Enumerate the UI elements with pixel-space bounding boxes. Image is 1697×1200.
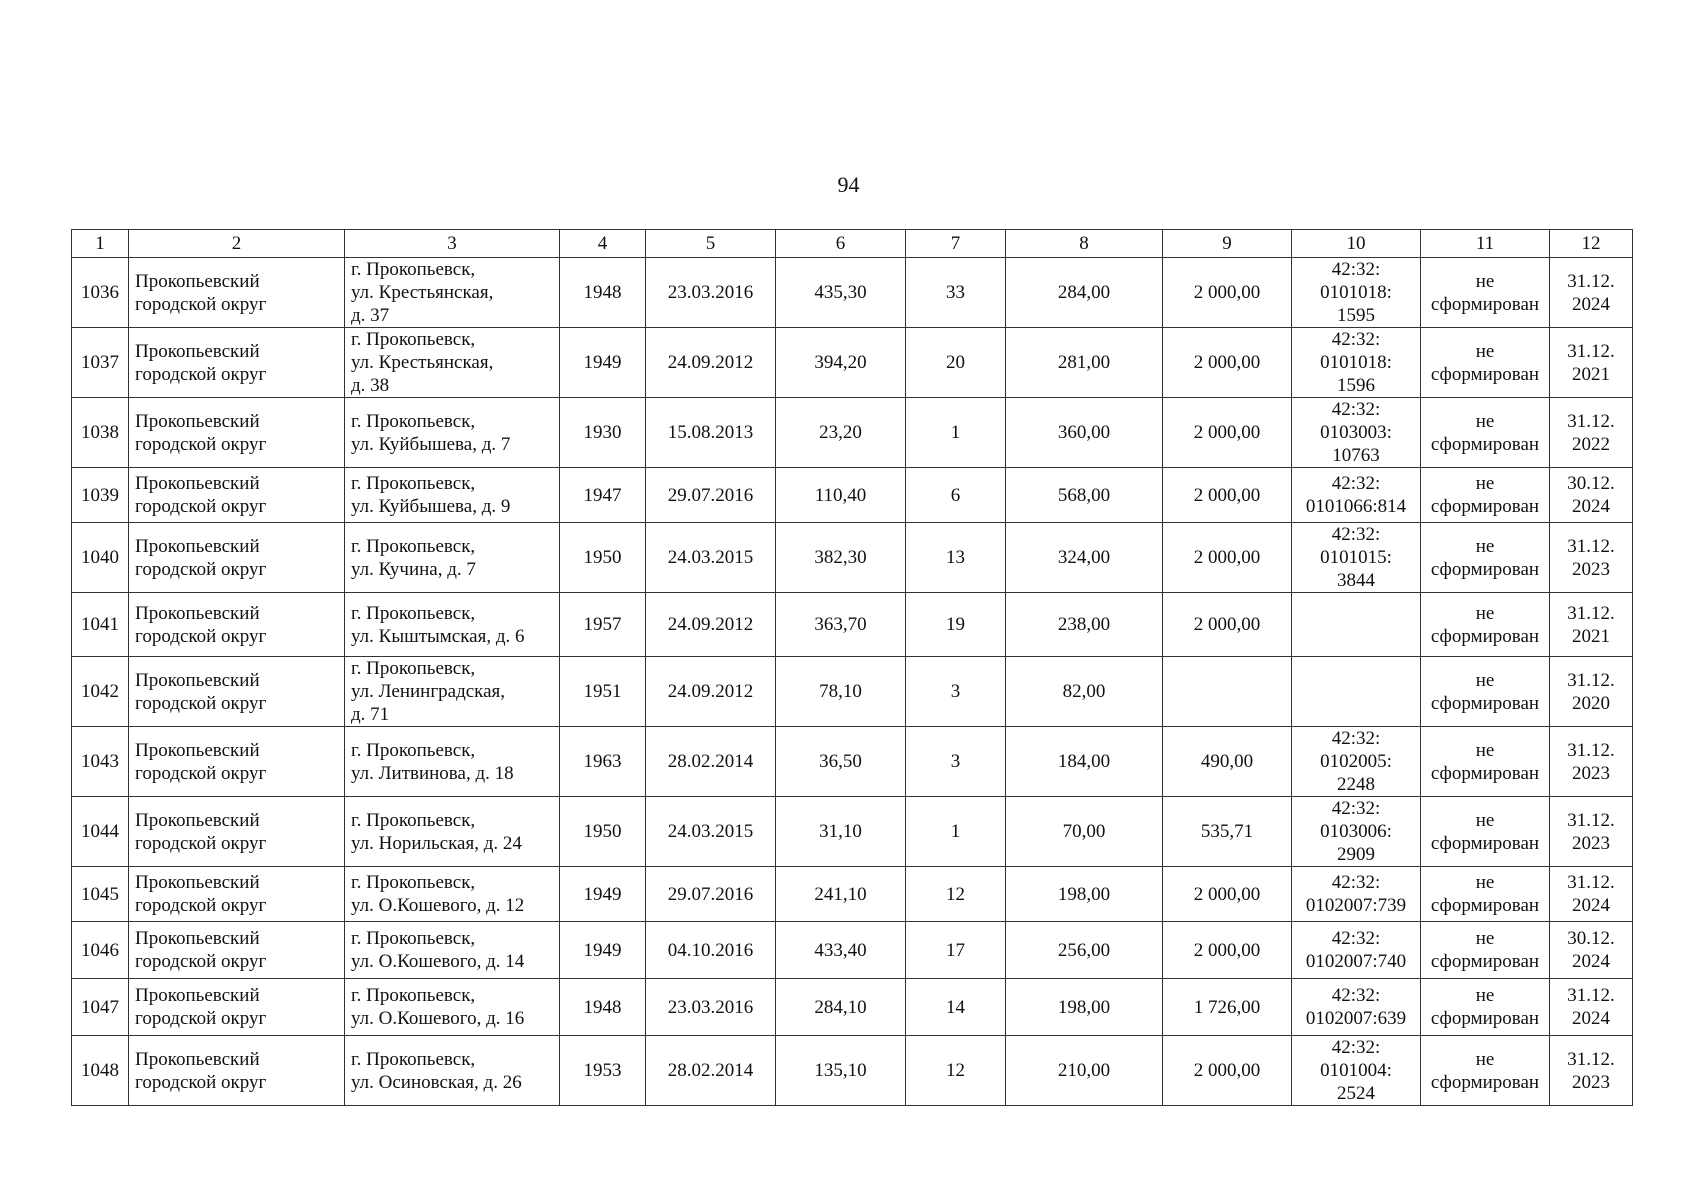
row-number: 1044 [72,797,129,867]
value-cell-9: 2 000,00 [1163,468,1292,523]
status-cell-line: не [1475,928,1495,949]
address-cell [345,398,560,468]
cadastral-number-cell-line: 42:32: [1331,928,1381,949]
cadastral-number-cell-line: 42:32: [1331,329,1381,350]
deadline-cell [1550,727,1633,797]
cadastral-number-cell [1292,727,1421,797]
status-cell-line: сформирован [1430,762,1540,784]
date-cell: 15.08.2013 [646,398,776,468]
status-cell-line: не [1475,872,1495,893]
status-cell [1421,398,1550,468]
cadastral-number-cell [1292,398,1421,468]
year-cell: 1949 [560,867,646,922]
date-cell: 23.03.2016 [646,979,776,1036]
municipality-cell: Прокопьевский городской округ [129,922,345,979]
row-number: 1040 [72,523,129,593]
municipality-cell: Прокопьевский городской округ [129,468,345,523]
column-header-2: 2 [129,230,345,258]
area-cell: 23,20 [776,398,906,468]
cadastral-number-cell [1292,657,1421,727]
count-cell: 3 [906,657,1006,727]
deadline-cell-line: 31.12. [1567,410,1615,432]
value-cell-8: 198,00 [1006,867,1163,922]
address-cell [345,328,560,398]
address-cell [345,867,560,922]
table-row [72,979,1633,1036]
deadline-cell-line: 2021 [1572,363,1610,385]
address-cell [345,797,560,867]
address-cell-line: ул. Куйбышева, д. 9 [351,496,511,517]
registry-table [71,229,1633,1106]
status-cell-line: сформирован [1430,832,1540,854]
address-cell-line: ул. О.Кошевого, д. 12 [351,895,525,916]
row-number: 1046 [72,922,129,979]
address-cell-line: ул. Ленинградская, [351,681,506,702]
municipality-cell: Прокопьевский городской округ [129,727,345,797]
row-number: 1042 [72,657,129,727]
table-row [72,328,1633,398]
cadastral-number-cell-line: 3844 [1337,570,1375,591]
status-cell-line: сформирован [1430,1071,1540,1093]
column-header-12: 12 [1550,230,1633,258]
status-cell-line: не [1475,809,1495,831]
cadastral-number-cell-line: 1595 [1337,305,1375,326]
cadastral-number-cell-line: 42:32: [1331,259,1381,280]
address-cell-line: ул. О.Кошевого, д. 14 [351,951,525,972]
status-cell-line: не [1475,669,1495,691]
date-cell: 29.07.2016 [646,468,776,523]
status-cell [1421,727,1550,797]
address-cell-line: ул. Куйбышева, д. 7 [351,433,511,455]
deadline-cell-line: 2023 [1572,762,1610,784]
value-cell-8: 256,00 [1006,922,1163,979]
municipality-cell: Прокопьевский городской округ [129,797,345,867]
table-row [72,727,1633,797]
deadline-cell [1550,258,1633,328]
value-cell-9: 535,71 [1163,797,1292,867]
column-header-4: 4 [560,230,646,258]
row-number: 1043 [72,727,129,797]
status-cell [1421,797,1550,867]
deadline-cell [1550,328,1633,398]
area-cell: 78,10 [776,657,906,727]
municipality-cell: Прокопьевский городской округ [129,657,345,727]
status-cell-line: сформирован [1430,692,1540,714]
value-cell-8: 184,00 [1006,727,1163,797]
status-cell [1421,867,1550,922]
address-cell-line: ул. Кучина, д. 7 [351,558,476,580]
column-header-8: 8 [1006,230,1163,258]
cadastral-number-cell-line: 0102007:739 [1305,895,1407,916]
deadline-cell [1550,398,1633,468]
cadastral-number-cell [1292,593,1421,657]
area-cell: 135,10 [776,1036,906,1106]
date-cell: 04.10.2016 [646,922,776,979]
status-cell [1421,922,1550,979]
status-cell [1421,523,1550,593]
address-cell-line: ул. Кыштымская, д. 6 [351,625,525,647]
address-cell-line: г. Прокопьевск, [351,739,476,761]
deadline-cell-line: 31.12. [1567,669,1615,691]
status-cell [1421,258,1550,328]
count-cell: 14 [906,979,1006,1036]
cadastral-number-cell [1292,979,1421,1036]
value-cell-8: 281,00 [1006,328,1163,398]
cadastral-number-cell-line: 42:32: [1331,798,1381,819]
area-cell: 241,10 [776,867,906,922]
deadline-cell-line: 2024 [1572,1008,1610,1029]
municipality-cell: Прокопьевский городской округ [129,328,345,398]
value-cell-8: 284,00 [1006,258,1163,328]
value-cell-8: 568,00 [1006,468,1163,523]
cadastral-number-cell-line: 0102007:639 [1305,1008,1407,1029]
status-cell-line: сформирован [1430,895,1540,916]
area-cell: 394,20 [776,328,906,398]
deadline-cell-line: 2024 [1572,496,1610,517]
address-cell-line: ул. Литвинова, д. 18 [351,762,514,784]
address-cell [345,922,560,979]
address-cell-line: г. Прокопьевск, [351,259,476,280]
deadline-cell-line: 2023 [1572,1071,1610,1093]
year-cell: 1930 [560,398,646,468]
table-row [72,468,1633,523]
status-cell-line: не [1475,270,1495,292]
value-cell-8: 82,00 [1006,657,1163,727]
row-number: 1038 [72,398,129,468]
address-cell-line: ул. Крестьянская, [351,282,494,303]
value-cell-8: 210,00 [1006,1036,1163,1106]
table-row [72,922,1633,979]
count-cell: 13 [906,523,1006,593]
value-cell-9: 2 000,00 [1163,523,1292,593]
area-cell: 110,40 [776,468,906,523]
address-cell-line: д. 71 [351,704,390,725]
row-number: 1036 [72,258,129,328]
column-header-6: 6 [776,230,906,258]
status-cell-line: не [1475,985,1495,1006]
table-row [72,593,1633,657]
value-cell-8: 324,00 [1006,523,1163,593]
municipality-cell: Прокопьевский городской округ [129,1036,345,1106]
address-cell-line: г. Прокопьевск, [351,602,476,624]
address-cell [345,1036,560,1106]
deadline-cell [1550,979,1633,1036]
municipality-cell: Прокопьевский городской округ [129,523,345,593]
cadastral-number-cell-line: 0103003: [1320,422,1392,443]
column-header-10: 10 [1292,230,1421,258]
deadline-cell-line: 2023 [1572,558,1610,580]
status-cell-line: сформирован [1430,293,1540,315]
table-row [72,1036,1633,1106]
address-cell [345,727,560,797]
row-number: 1037 [72,328,129,398]
count-cell: 1 [906,797,1006,867]
cadastral-number-cell-line: 42:32: [1331,1037,1381,1058]
cadastral-number-cell-line: 42:32: [1331,985,1381,1006]
address-cell-line: г. Прокопьевск, [351,1048,476,1070]
table-body [72,258,1633,1106]
status-cell-line: сформирован [1430,558,1540,580]
value-cell-8: 360,00 [1006,398,1163,468]
deadline-cell-line: 30.12. [1567,928,1615,949]
row-number: 1039 [72,468,129,523]
year-cell: 1949 [560,328,646,398]
cadastral-number-cell-line: 1596 [1337,375,1375,396]
count-cell: 17 [906,922,1006,979]
status-cell-line: сформирован [1430,496,1540,517]
year-cell: 1948 [560,979,646,1036]
page-number: 94 [837,172,860,197]
address-cell-line: г. Прокопьевск, [351,329,476,350]
table-row [72,398,1633,468]
area-cell: 363,70 [776,593,906,657]
value-cell-9: 2 000,00 [1163,328,1292,398]
area-cell: 433,40 [776,922,906,979]
row-number: 1048 [72,1036,129,1106]
column-number-row [72,230,1633,258]
deadline-cell-line: 31.12. [1567,270,1615,292]
status-cell [1421,328,1550,398]
value-cell-8: 238,00 [1006,593,1163,657]
year-cell: 1953 [560,1036,646,1106]
table-row [72,523,1633,593]
cadastral-number-cell-line: 42:32: [1331,728,1381,749]
municipality-cell: Прокопьевский городской округ [129,867,345,922]
value-cell-9: 2 000,00 [1163,258,1292,328]
status-cell-line: сформирован [1430,363,1540,385]
deadline-cell [1550,867,1633,922]
date-cell: 28.02.2014 [646,1036,776,1106]
column-header-3: 3 [345,230,560,258]
cadastral-number-cell-line: 0101018: [1320,352,1392,373]
deadline-cell [1550,593,1633,657]
cadastral-number-cell [1292,328,1421,398]
cadastral-number-cell-line: 0101004: [1320,1060,1392,1081]
status-cell-line: сформирован [1430,951,1540,972]
status-cell [1421,1036,1550,1106]
table-row [72,867,1633,922]
status-cell [1421,657,1550,727]
cadastral-number-cell-line: 0101015: [1320,547,1392,568]
municipality-cell: Прокопьевский городской округ [129,258,345,328]
status-cell-line: не [1475,340,1495,362]
address-cell-line: г. Прокопьевск, [351,473,476,494]
cadastral-number-cell-line: 2524 [1337,1083,1375,1104]
year-cell: 1950 [560,797,646,867]
address-cell-line: г. Прокопьевск, [351,985,476,1006]
address-cell-line: г. Прокопьевск, [351,872,476,893]
deadline-cell [1550,797,1633,867]
municipality-cell: Прокопьевский городской округ [129,398,345,468]
area-cell: 284,10 [776,979,906,1036]
address-cell-line: д. 37 [351,305,390,326]
deadline-cell-line: 2023 [1572,832,1610,854]
deadline-cell-line: 31.12. [1567,985,1615,1006]
address-cell [345,593,560,657]
column-header-7: 7 [906,230,1006,258]
value-cell-9: 2 000,00 [1163,593,1292,657]
date-cell: 24.03.2015 [646,797,776,867]
deadline-cell-line: 31.12. [1567,535,1615,557]
address-cell [345,523,560,593]
deadline-cell [1550,468,1633,523]
deadline-cell [1550,1036,1633,1106]
year-cell: 1951 [560,657,646,727]
cadastral-number-cell [1292,1036,1421,1106]
address-cell-line: ул. Крестьянская, [351,352,494,373]
count-cell: 1 [906,398,1006,468]
date-cell: 24.09.2012 [646,328,776,398]
count-cell: 19 [906,593,1006,657]
cadastral-number-cell-line: 10763 [1332,445,1380,466]
area-cell: 435,30 [776,258,906,328]
address-cell [345,258,560,328]
deadline-cell-line: 2020 [1572,692,1610,714]
date-cell: 24.03.2015 [646,523,776,593]
deadline-cell [1550,523,1633,593]
cadastral-number-cell [1292,468,1421,523]
count-cell: 20 [906,328,1006,398]
cadastral-number-cell [1292,523,1421,593]
deadline-cell-line: 2022 [1572,433,1610,455]
year-cell: 1948 [560,258,646,328]
table-row [72,258,1633,328]
deadline-cell-line: 2024 [1572,895,1610,916]
address-cell-line: ул. Осиновская, д. 26 [351,1071,522,1093]
cadastral-number-cell-line: 0101066:814 [1305,496,1407,517]
cadastral-number-cell-line: 0103006: [1320,821,1392,842]
year-cell: 1947 [560,468,646,523]
value-cell-9: 2 000,00 [1163,922,1292,979]
deadline-cell-line: 31.12. [1567,809,1615,831]
status-cell-line: не [1475,410,1495,432]
deadline-cell [1550,922,1633,979]
column-header-11: 11 [1421,230,1550,258]
status-cell [1421,468,1550,523]
value-cell-9: 1 726,00 [1163,979,1292,1036]
date-cell: 29.07.2016 [646,867,776,922]
status-cell [1421,593,1550,657]
address-cell [345,657,560,727]
status-cell-line: не [1475,535,1495,557]
status-cell-line: сформирован [1430,625,1540,647]
status-cell-line: сформирован [1430,433,1540,455]
municipality-cell: Прокопьевский городской округ [129,979,345,1036]
deadline-cell-line: 31.12. [1567,340,1615,362]
deadline-cell-line: 31.12. [1567,739,1615,761]
value-cell-9: 2 000,00 [1163,1036,1292,1106]
date-cell: 24.09.2012 [646,657,776,727]
address-cell-line: г. Прокопьевск, [351,658,476,679]
address-cell-line: г. Прокопьевск, [351,535,476,557]
cadastral-number-cell-line: 42:32: [1331,473,1381,494]
date-cell: 24.09.2012 [646,593,776,657]
cadastral-number-cell-line: 42:32: [1331,524,1381,545]
deadline-cell-line: 2024 [1572,951,1610,972]
address-cell-line: г. Прокопьевск, [351,928,476,949]
date-cell: 28.02.2014 [646,727,776,797]
row-number: 1045 [72,867,129,922]
row-number: 1041 [72,593,129,657]
deadline-cell-line: 31.12. [1567,1048,1615,1070]
address-cell-line: г. Прокопьевск, [351,809,476,831]
address-cell-line: ул. О.Кошевого, д. 16 [351,1008,525,1029]
municipality-cell: Прокопьевский городской округ [129,593,345,657]
address-cell [345,979,560,1036]
table-row [72,797,1633,867]
value-cell-9: 2 000,00 [1163,867,1292,922]
column-header-5: 5 [646,230,776,258]
value-cell-9 [1163,657,1292,727]
area-cell: 31,10 [776,797,906,867]
value-cell-9: 2 000,00 [1163,398,1292,468]
deadline-cell-line: 31.12. [1567,602,1615,624]
deadline-cell-line: 31.12. [1567,872,1615,893]
area-cell: 382,30 [776,523,906,593]
status-cell-line: не [1475,473,1495,494]
cadastral-number-cell-line: 0101018: [1320,282,1392,303]
cadastral-number-cell-line: 2248 [1337,774,1375,795]
cadastral-number-cell-line: 0102005: [1320,751,1392,772]
cadastral-number-cell-line: 2909 [1337,844,1375,865]
date-cell: 23.03.2016 [646,258,776,328]
count-cell: 33 [906,258,1006,328]
cadastral-number-cell-line: 0102007:740 [1305,951,1407,972]
year-cell: 1950 [560,523,646,593]
value-cell-8: 198,00 [1006,979,1163,1036]
cadastral-number-cell-line: 42:32: [1331,399,1381,420]
year-cell: 1957 [560,593,646,657]
status-cell-line: не [1475,602,1495,624]
address-cell [345,468,560,523]
cadastral-number-cell [1292,867,1421,922]
status-cell-line: не [1475,1048,1495,1070]
count-cell: 12 [906,867,1006,922]
value-cell-8: 70,00 [1006,797,1163,867]
column-header-9: 9 [1163,230,1292,258]
count-cell: 12 [906,1036,1006,1106]
cadastral-number-cell [1292,797,1421,867]
count-cell: 6 [906,468,1006,523]
status-cell-line: сформирован [1430,1008,1540,1029]
year-cell: 1949 [560,922,646,979]
status-cell-line: не [1475,739,1495,761]
area-cell: 36,50 [776,727,906,797]
cadastral-number-cell [1292,258,1421,328]
value-cell-9: 490,00 [1163,727,1292,797]
column-header-1: 1 [72,230,129,258]
deadline-cell-line: 30.12. [1567,473,1615,494]
table-row [72,657,1633,727]
status-cell [1421,979,1550,1036]
address-cell-line: д. 38 [351,375,390,396]
count-cell: 3 [906,727,1006,797]
deadline-cell [1550,657,1633,727]
cadastral-number-cell [1292,922,1421,979]
cadastral-number-cell-line: 42:32: [1331,872,1381,893]
deadline-cell-line: 2021 [1572,625,1610,647]
address-cell-line: ул. Норильская, д. 24 [351,832,522,854]
row-number: 1047 [72,979,129,1036]
year-cell: 1963 [560,727,646,797]
deadline-cell-line: 2024 [1572,293,1610,315]
address-cell-line: г. Прокопьевск, [351,410,476,432]
